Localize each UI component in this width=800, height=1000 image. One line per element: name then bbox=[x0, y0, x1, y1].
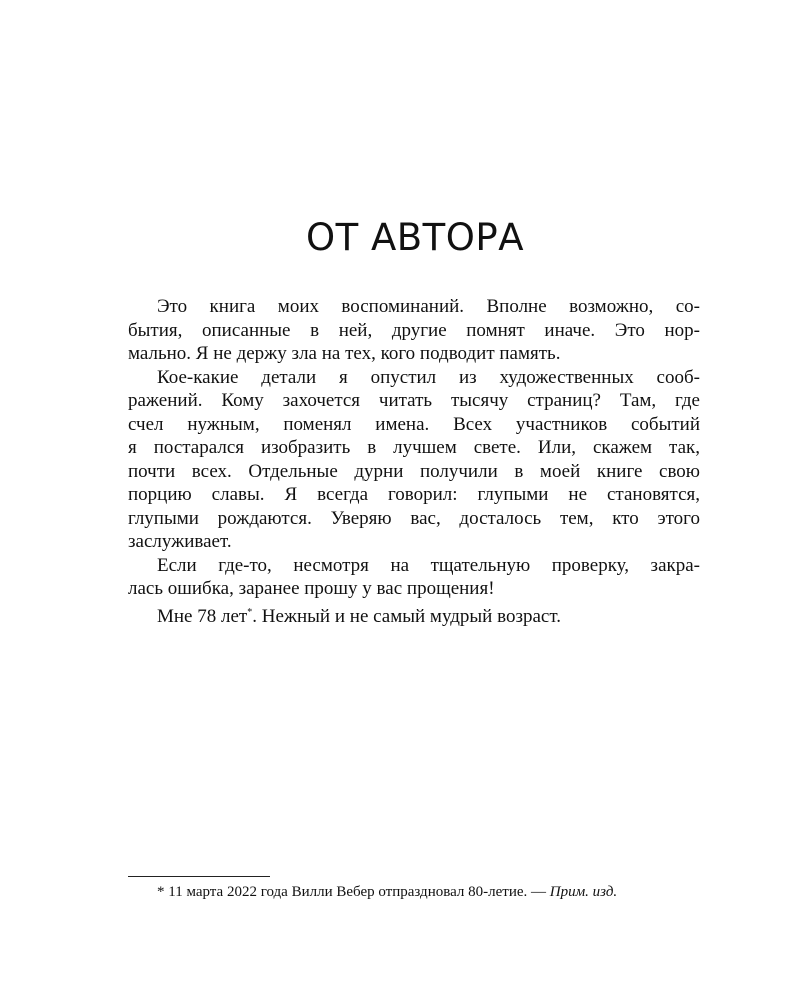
paragraph-3-line-1: Если где-то, несмотря на тщательную проверку, закра- bbox=[157, 554, 700, 576]
footnote-publisher-note: Прим. изд. bbox=[549, 884, 618, 900]
paragraph-2-line-7: глупыми рождаются. Уверяю вас, досталось тем, кто этого bbox=[128, 507, 700, 529]
paragraph-1-line-2: бытия, описанные в ней, другие помнят иначе. Это нор- bbox=[128, 319, 700, 341]
footnote-text: * 11 марта 2022 года Вилли Вебер отпраздновал 80-летие. — bbox=[157, 884, 547, 900]
chapter-title: ОТ АВТОРА bbox=[305, 216, 525, 259]
footnote-marker: * bbox=[247, 606, 253, 618]
paragraph-1-line-3: мально. Я не держу зла на тех, кого подводит память. bbox=[128, 343, 561, 364]
paragraph-3-line-2: лась ошибка, заранее прошу у вас прощения! bbox=[128, 578, 495, 599]
footnote bbox=[157, 883, 707, 902]
paragraph-4-text-end: . Нежный и не самый мудрый возраст. bbox=[252, 605, 561, 627]
paragraph-2-line-5: почти всех. Отдельные дурни получили в моей книге свою bbox=[128, 460, 700, 482]
paragraph-2-line-4: я постарался изобразить в лучшем свете. Или, скажем так, bbox=[128, 437, 700, 458]
paragraph-4-line-1 bbox=[128, 601, 700, 629]
paragraph-2-line-8: заслуживает. bbox=[128, 531, 232, 552]
paragraph-2-line-3: счел нужным, поменял имена. Всех участников событий bbox=[128, 413, 700, 435]
paragraph-4-text-start: Мне 78 лет bbox=[157, 605, 248, 627]
paragraph-1-line-1: Это книга моих воспоминаний. Вполне возможно, со- bbox=[157, 296, 700, 317]
paragraph-2-line-2: ражений. Кому захочется читать тысячу страниц? Там, где bbox=[128, 390, 700, 411]
paragraph-2-line-6: порцию славы. Я всегда говорил: глупыми не становятся, bbox=[128, 484, 700, 505]
body-text bbox=[128, 295, 700, 628]
footnote-divider bbox=[128, 876, 270, 877]
paragraph-2-line-1: Кое-какие детали я опустил из художественных сооб- bbox=[157, 366, 700, 388]
